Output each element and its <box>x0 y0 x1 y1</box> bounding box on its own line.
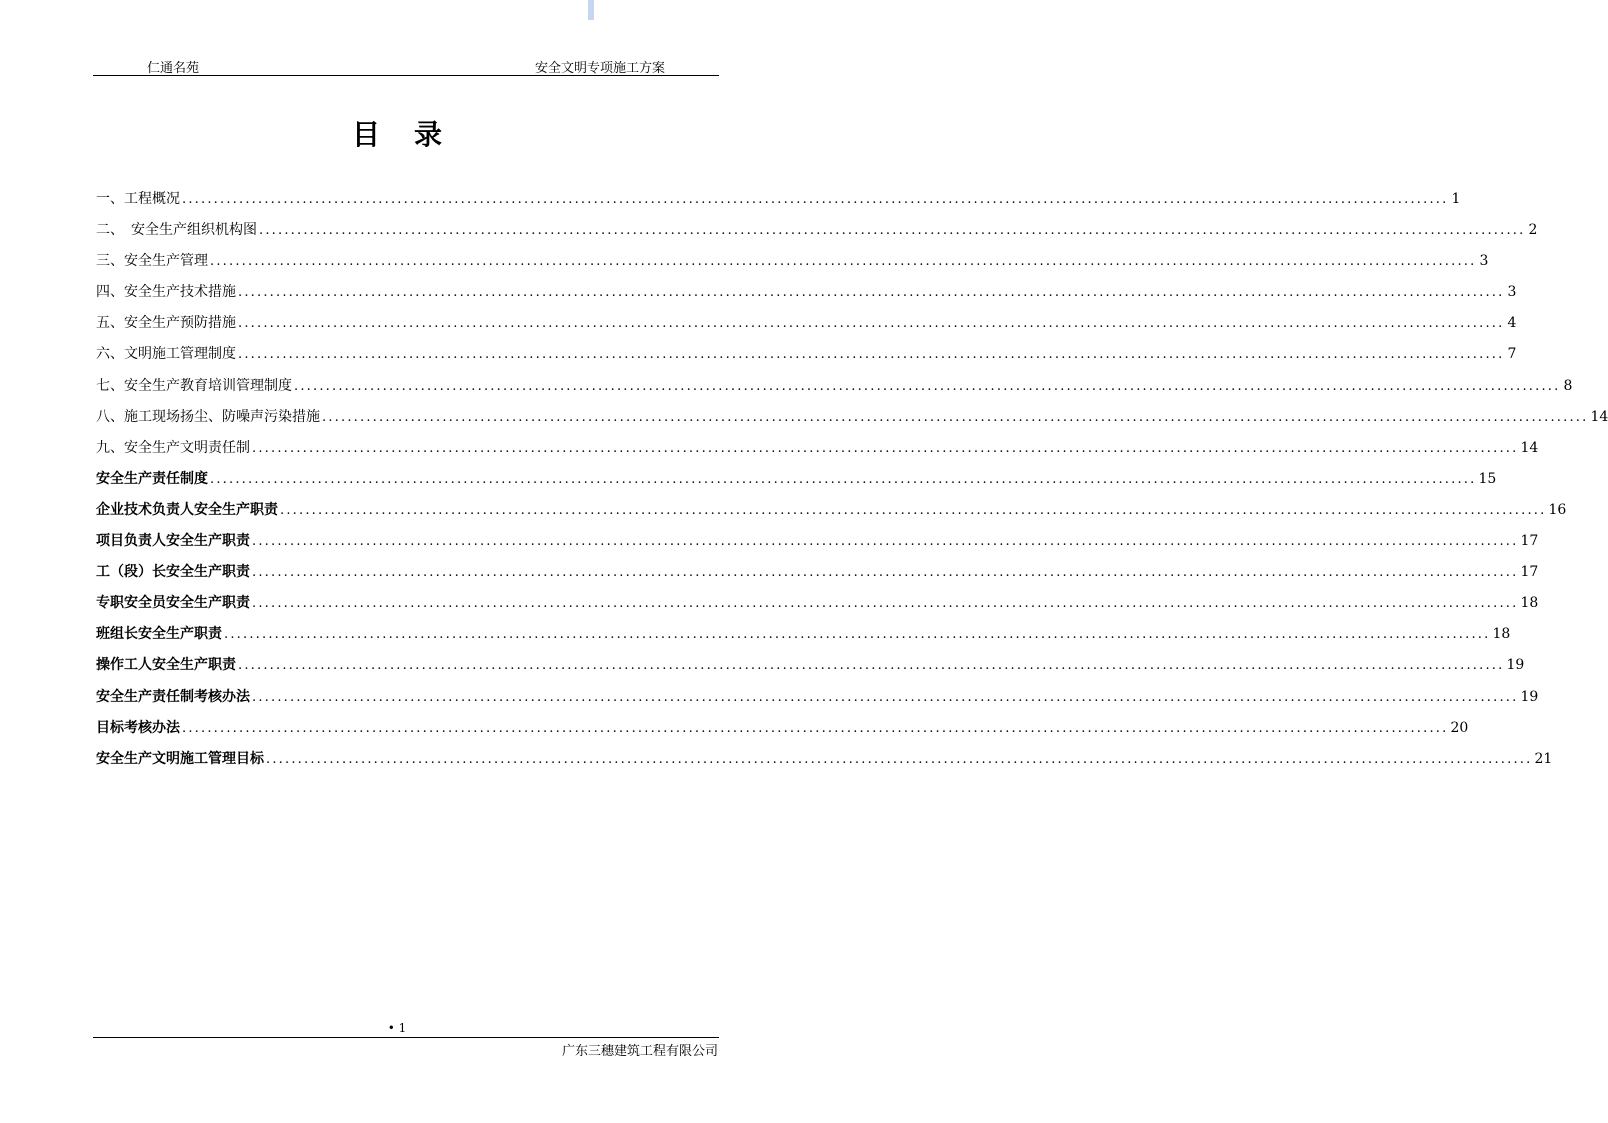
top-edge-marker <box>588 0 594 20</box>
toc-entry-page-number: 18 <box>1492 626 1511 643</box>
toc-entry-label: 三、安全生产管理 <box>96 253 208 270</box>
toc-entry-leader-dots: ........................................................................................................................................................................................................ <box>294 378 1561 394</box>
toc-entry[interactable] <box>96 526 1539 557</box>
toc-entry-leader-dots: ........................................................................................................................................................................................................ <box>210 254 1477 270</box>
header-document-title: 安全文明专项施工方案 <box>534 61 665 76</box>
toc-entry-page-number: 17 <box>1520 533 1539 550</box>
page-title: 目录 <box>351 118 476 151</box>
toc-entry-label: 项目负责人安全生产职责 <box>96 533 250 550</box>
toc-entry[interactable] <box>96 402 1608 433</box>
toc-entry-label: 工（段）长安全生产职责 <box>96 564 250 581</box>
toc-entry-leader-dots: ........................................................................................................................................................................................................ <box>238 316 1505 332</box>
toc-entry-label: 专职安全员安全生产职责 <box>96 595 250 612</box>
toc-entry-page-number: 16 <box>1548 501 1567 518</box>
toc-entry-label: 操作工人安全生产职责 <box>96 657 236 674</box>
toc-entry[interactable] <box>96 713 1469 744</box>
toc-entry[interactable] <box>96 184 1461 215</box>
toc-entry[interactable] <box>96 371 1573 402</box>
toc-entry[interactable] <box>96 277 1517 308</box>
toc-entry-label: 八、施工现场扬尘、防噪声污染措施 <box>96 408 320 425</box>
toc-entry-page-number: 3 <box>1507 284 1517 301</box>
toc-entry-label: 六、文明施工管理制度 <box>96 346 236 363</box>
toc-entry-page-number: 4 <box>1507 315 1517 332</box>
table-of-contents <box>96 184 1608 775</box>
toc-entry-label: 安全生产文明施工管理目标 <box>96 750 264 767</box>
toc-entry-leader-dots: ........................................................................................................................................................................................................ <box>182 192 1449 207</box>
toc-entry-leader-dots: ........................................................................................................................................................................................................ <box>252 440 1519 456</box>
toc-entry-leader-dots: ........................................................................................................................................................................................................ <box>210 471 1477 487</box>
footer-page-number: • 1 <box>387 1021 407 1035</box>
toc-entry-label: 一、工程概况 <box>96 191 180 207</box>
toc-entry-page-number: 1 <box>1451 191 1461 207</box>
toc-entry-leader-dots: ........................................................................................................................................................................................................ <box>238 347 1505 363</box>
toc-entry-label: 安全生产责任制考核办法 <box>96 688 250 705</box>
toc-entry-page-number: 20 <box>1450 719 1469 736</box>
toc-entry-page-number: 8 <box>1563 377 1573 394</box>
toc-entry-leader-dots: ........................................................................................................................................................................................................ <box>238 285 1505 301</box>
toc-entry-leader-dots: ........................................................................................................................................................................................................ <box>182 720 1449 736</box>
toc-entry-page-number: 19 <box>1506 657 1525 674</box>
toc-entry-page-number: 14 <box>1520 439 1539 456</box>
toc-entry-page-number: 21 <box>1534 750 1553 767</box>
toc-entry[interactable] <box>96 215 1538 246</box>
toc-entry-leader-dots: ........................................................................................................................................................................................................ <box>322 409 1589 425</box>
footer-divider <box>93 1037 719 1038</box>
toc-entry[interactable] <box>96 464 1497 495</box>
toc-entry-leader-dots: ........................................................................................................................................................................................................ <box>280 502 1547 518</box>
toc-entry-leader-dots: ........................................................................................................................................................................................................ <box>224 627 1491 643</box>
toc-entry-label: 七、安全生产教育培训管理制度 <box>96 377 292 394</box>
toc-entry-leader-dots: ........................................................................................................................................................................................................ <box>238 658 1505 674</box>
toc-entry-leader-dots: ........................................................................................................................................................................................................ <box>266 751 1533 767</box>
toc-entry-label: 九、安全生产文明责任制 <box>96 439 250 456</box>
toc-entry-label: 安全生产责任制度 <box>96 470 208 487</box>
toc-entry-label: 五、安全生产预防措施 <box>96 315 236 332</box>
toc-entry-page-number: 3 <box>1479 253 1489 270</box>
toc-entry[interactable] <box>96 246 1489 277</box>
footer-company-name: 广东三穗建筑工程有限公司 <box>561 1044 718 1059</box>
toc-entry-leader-dots: ........................................................................................................................................................................................................ <box>259 223 1526 239</box>
toc-entry[interactable] <box>96 308 1517 339</box>
toc-entry-leader-dots: ........................................................................................................................................................................................................ <box>252 689 1519 705</box>
toc-entry-page-number: 2 <box>1528 222 1538 239</box>
toc-entry[interactable] <box>96 557 1539 588</box>
toc-entry-leader-dots: ........................................................................................................................................................................................................ <box>252 534 1519 550</box>
toc-entry-page-number: 15 <box>1478 470 1497 487</box>
toc-entry-page-number: 18 <box>1520 595 1539 612</box>
header-project-name: 仁通名苑 <box>147 61 200 76</box>
toc-entry-leader-dots: ........................................................................................................................................................................................................ <box>252 565 1519 581</box>
toc-entry-leader-dots: ........................................................................................................................................................................................................ <box>252 596 1519 612</box>
page-header <box>93 57 719 76</box>
toc-entry-label: 二、 安全生产组织机构图 <box>96 222 257 239</box>
toc-entry-label: 企业技术负责人安全生产职责 <box>96 501 278 518</box>
toc-entry[interactable] <box>96 744 1553 775</box>
toc-entry[interactable] <box>96 339 1517 370</box>
toc-entry-page-number: 14 <box>1590 408 1608 425</box>
toc-entry[interactable] <box>96 588 1539 619</box>
toc-entry[interactable] <box>96 495 1567 526</box>
toc-entry-label: 班组长安全生产职责 <box>96 626 222 643</box>
toc-entry[interactable] <box>96 650 1525 681</box>
toc-entry[interactable] <box>96 682 1539 713</box>
toc-entry-page-number: 17 <box>1520 564 1539 581</box>
toc-entry-page-number: 19 <box>1520 688 1539 705</box>
toc-entry-label: 目标考核办法 <box>96 719 180 736</box>
toc-entry[interactable] <box>96 433 1539 464</box>
toc-entry-label: 四、安全生产技术措施 <box>96 284 236 301</box>
toc-entry-page-number: 7 <box>1507 346 1517 363</box>
toc-entry[interactable] <box>96 619 1511 650</box>
